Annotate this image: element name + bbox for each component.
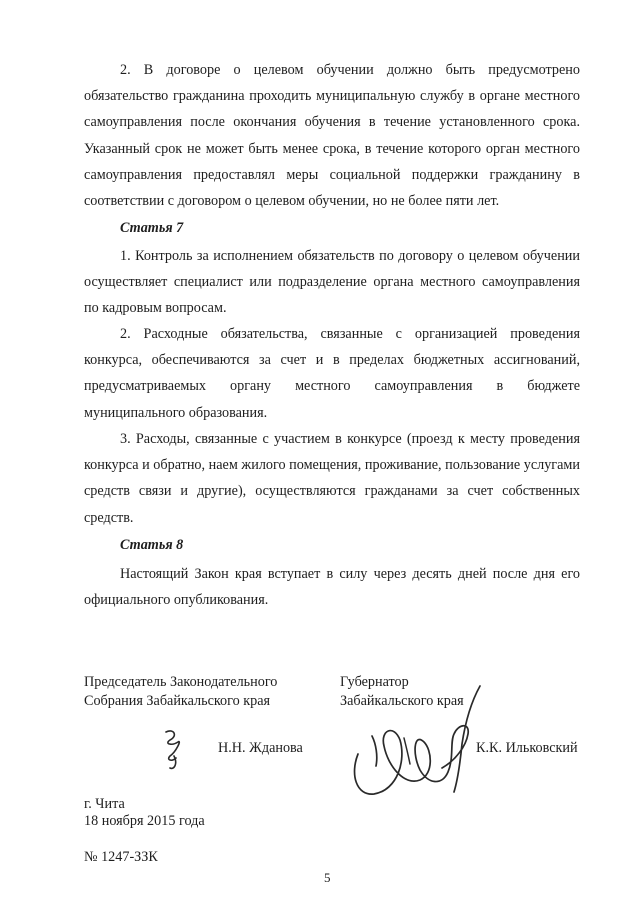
governor-name: К.К. Ильковский bbox=[476, 740, 578, 756]
article7-heading: Статья 7 bbox=[120, 220, 184, 236]
governor-signature bbox=[320, 684, 490, 814]
signing-date: 18 ноября 2015 года bbox=[84, 813, 205, 829]
article8-heading: Статья 8 bbox=[120, 537, 184, 553]
chairman-signature bbox=[156, 726, 196, 772]
article7-paragraph-2: 2. Расходные обязательства, связанные с организацией проведения конкурса, обеспечиваются за счет и в пределах бюджетных ассигнований, предусматриваемых органу местного самоуправления в бюджете муниципального образования. bbox=[84, 326, 580, 421]
governor-title-line1: Губернатор bbox=[340, 674, 409, 690]
chairman-title-line2: Собрания Забайкальского края bbox=[84, 693, 271, 709]
law-number: № 1247-ЗЗК bbox=[84, 849, 158, 865]
governor-title-line2: Забайкальского края bbox=[340, 693, 464, 709]
city: г. Чита bbox=[84, 796, 125, 812]
article7-paragraph-1: 1. Контроль за исполнением обязательств по договору о целевом обучении осуществляет специалист или подразделение органа местного самоуправления по кадровым вопросам. bbox=[84, 248, 580, 317]
chairman-title-line1: Председатель Законодательного bbox=[84, 674, 278, 690]
chairman-name: Н.Н. Жданова bbox=[218, 740, 303, 756]
article8-paragraph-1: Настоящий Закон края вступает в силу через десять дней после дня его официального опубликования. bbox=[84, 566, 580, 609]
article6-paragraph-2: 2. В договоре о целевом обучении должно быть предусмотрено обязательство гражданина проходить муниципальную службу в органе местного самоуправления после окончания обучения в течение установленного срока. Указанный срок не может быть менее срока, в течение которого орган местного самоуправления предоставлял меры социальной поддержки гражданину в соответствии с договором о целевом обучении, но не более пяти лет. bbox=[84, 62, 580, 210]
article7-paragraph-3: 3. Расходы, связанные с участием в конкурсе (проезд к месту проведения конкурса и обратно, наем жилого помещения, проживание, пользование услугами средств связи и другие), осуществляются гражданами за счет собственных средств. bbox=[84, 431, 580, 526]
page-number: 5 bbox=[324, 870, 331, 885]
